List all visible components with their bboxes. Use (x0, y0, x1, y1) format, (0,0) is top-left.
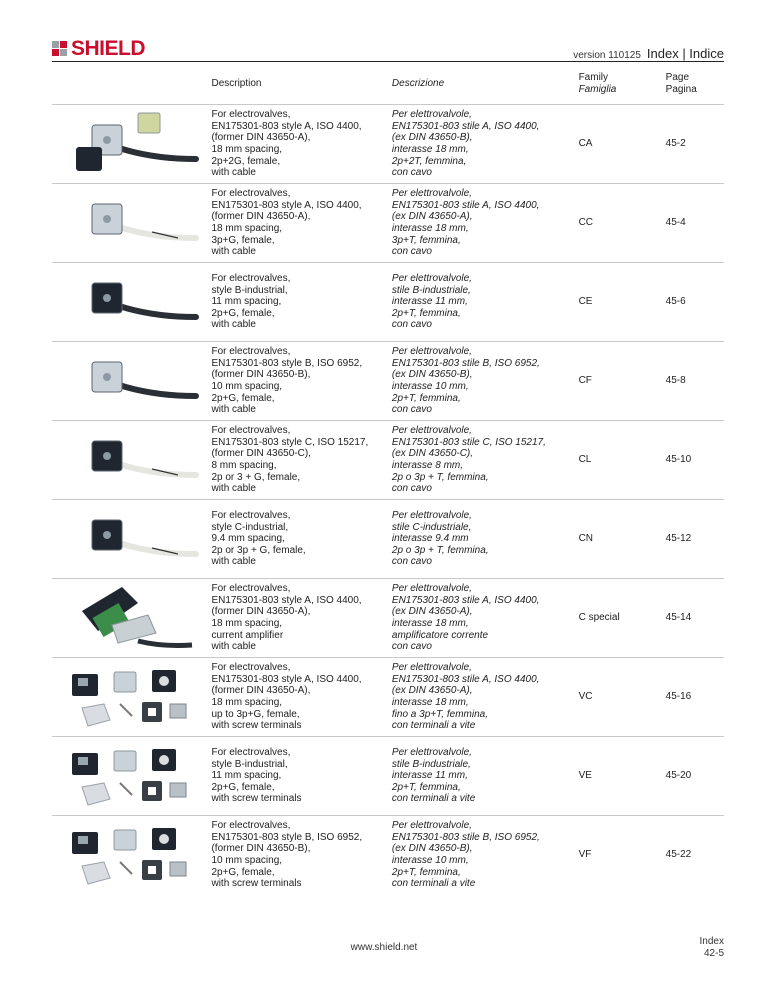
descrizione-line: con terminali a vite (391, 793, 476, 805)
family-cell: CL (573, 421, 660, 500)
descrizione-line: EN175301-803 stile A, ISO 4400, (391, 594, 540, 606)
descrizione-line: con cavo (391, 319, 432, 331)
descrizione-line: con terminali a vite (391, 878, 476, 890)
descrizione-line: interasse 9.4 mm (391, 533, 469, 545)
product-image-cell (52, 658, 205, 737)
description-line: For electrovalves, (211, 425, 291, 437)
product-image-cell (52, 737, 205, 816)
description-line: with cable (211, 246, 256, 258)
description-en-cell (205, 579, 385, 658)
description-line: 8 mm spacing, (211, 460, 277, 471)
descrizione-line: Per elettrovalvole, (391, 273, 472, 285)
description-line: (former DIN 43650-A), (211, 132, 311, 144)
descrizione-line: stile B-industriale, (391, 284, 471, 296)
page-title: Index | Indice (646, 46, 724, 61)
descrizione-line: interasse 18 mm, (391, 223, 469, 234)
description-line: For electrovalves, (211, 747, 291, 759)
small-black-connector-white-cable-2-icon (52, 502, 205, 576)
description-en-cell (205, 263, 385, 342)
description-line: 2p+2G, female, (211, 155, 281, 167)
description-it-cell (386, 658, 573, 737)
version-label: version 110125 (573, 50, 641, 61)
description-en-cell (205, 737, 385, 816)
page-cell: 45-4 (660, 184, 724, 263)
table-header-row (52, 64, 724, 105)
descrizione-line: fino a 3p+T, femmina, (391, 708, 488, 720)
description-line: For electrovalves, (211, 820, 291, 832)
descrizione-line: interasse 11 mm, (391, 770, 468, 782)
description-en-cell (205, 816, 385, 895)
descrizione-line: con cavo (391, 483, 432, 495)
description-line: For electrovalves, (211, 273, 291, 285)
descrizione-line: con cavo (391, 641, 432, 653)
descrizione-line: stile B-industriale, (391, 758, 471, 770)
description-it-cell (386, 184, 573, 263)
description-line: EN175301-803 style A, ISO 4400, (211, 594, 362, 606)
description-line: 2p+G, female, (211, 392, 275, 404)
description-line: EN175301-803 style C, ISO 15217, (211, 436, 369, 448)
page-cell: 45-12 (660, 500, 724, 579)
transparent-connector-white-cable-icon (52, 186, 205, 260)
black-connector-black-cable-icon (52, 265, 205, 339)
table-row (52, 105, 724, 184)
descrizione-line: interasse 10 mm, (391, 855, 469, 866)
descrizione-line: Per elettrovalvole, (391, 346, 472, 358)
logo-mark-icon (52, 41, 68, 57)
description-it-cell (386, 737, 573, 816)
descrizione-line: EN175301-803 stile C, ISO 15217, (391, 436, 546, 448)
description-line: 9.4 mm spacing, (211, 533, 285, 545)
connector-with-green-circuit-board-icon (52, 581, 205, 655)
descrizione-line: EN175301-803 stile A, ISO 4400, (391, 673, 540, 685)
description-line: 18 mm spacing, (211, 697, 283, 708)
family-cell: VE (573, 737, 660, 816)
description-line: For electrovalves, (211, 662, 291, 674)
table-row (52, 184, 724, 263)
description-line: style B-industrial, (211, 284, 288, 296)
descrizione-line: Per elettrovalvole, (391, 820, 472, 832)
description-line: (former DIN 43650-A), (211, 211, 311, 223)
descrizione-line: 2p+T, femmina, (391, 307, 461, 319)
family-cell: CA (573, 105, 660, 184)
page-cell: 45-14 (660, 579, 724, 658)
description-line: with screw terminals (211, 720, 302, 732)
description-line: (former DIN 43650-C), (211, 448, 311, 460)
descrizione-line: 2p+T, femmina, (391, 781, 461, 793)
description-en-cell (205, 500, 385, 579)
product-image-cell (52, 342, 205, 421)
family-cell: CF (573, 342, 660, 421)
page-cell: 45-22 (660, 816, 724, 895)
table-row (52, 421, 724, 500)
table-row (52, 342, 724, 421)
descrizione-line: (ex DIN 43650-C), (391, 448, 474, 460)
description-line: EN175301-803 style A, ISO 4400, (211, 120, 362, 132)
descrizione-column-header: Descrizione (386, 64, 573, 105)
description-line: style C-industrial, (211, 521, 289, 533)
description-line: For electrovalves, (211, 188, 291, 200)
shield-logo (52, 38, 145, 60)
descrizione-line: con cavo (391, 246, 432, 258)
descrizione-line: Per elettrovalvole, (391, 109, 472, 121)
description-line: 11 mm spacing, (211, 770, 282, 782)
product-image-cell (52, 263, 205, 342)
description-line: current amplifier (211, 629, 284, 641)
product-image-cell (52, 184, 205, 263)
small-black-connector-white-cable-icon (52, 423, 205, 497)
connector-kit-screw-terminals-icon (52, 660, 205, 734)
descrizione-line: interasse 10 mm, (391, 381, 469, 392)
table-row (52, 816, 724, 895)
description-line: with cable (211, 483, 256, 495)
descrizione-line: (ex DIN 43650-B), (391, 369, 473, 381)
descrizione-line: Per elettrovalvole, (391, 188, 472, 200)
descrizione-line: (ex DIN 43650-A), (391, 606, 473, 618)
description-line: 2p+G, female, (211, 866, 275, 878)
description-it-cell (386, 500, 573, 579)
page-cell: 45-10 (660, 421, 724, 500)
description-en-cell (205, 105, 385, 184)
description-it-cell (386, 342, 573, 421)
description-line: EN175301-803 style B, ISO 6952, (211, 357, 363, 369)
descrizione-line: (ex DIN 43650-A), (391, 685, 473, 697)
descrizione-line: 2p o 3p + T, femmina, (391, 471, 489, 483)
description-en-cell (205, 421, 385, 500)
footer-page-number: 42-5 (703, 948, 724, 959)
description-line: with cable (211, 319, 256, 331)
descrizione-line: EN175301-803 stile B, ISO 6952, (391, 357, 540, 369)
footer-page-index (700, 936, 724, 960)
descrizione-line: (ex DIN 43650-A), (391, 211, 473, 223)
family-cell: CN (573, 500, 660, 579)
page-header (573, 46, 724, 61)
descrizione-line: con terminali a vite (391, 720, 476, 732)
description-line: EN175301-803 style B, ISO 6952, (211, 831, 363, 843)
description-line: 2p+G, female, (211, 307, 275, 319)
description-line: with cable (211, 404, 256, 416)
descrizione-line: EN175301-803 stile B, ISO 6952, (391, 831, 540, 843)
description-it-cell (386, 263, 573, 342)
descrizione-line: Per elettrovalvole, (391, 662, 472, 674)
descrizione-line: 2p+2T, femmina, (391, 155, 467, 167)
descrizione-line: EN175301-803 stile A, ISO 4400, (391, 120, 540, 132)
description-line: 2p or 3 + G, female, (211, 471, 301, 483)
description-line: (former DIN 43650-B), (211, 843, 311, 855)
table-row (52, 737, 724, 816)
descrizione-line: 2p o 3p + T, femmina, (391, 544, 489, 556)
description-line: 18 mm spacing, (211, 618, 283, 629)
descrizione-line: interasse 8 mm, (391, 460, 464, 471)
header-divider (52, 61, 724, 62)
description-en-cell (205, 658, 385, 737)
image-column-header (52, 64, 205, 105)
description-it-cell (386, 105, 573, 184)
description-line: For electrovalves, (211, 510, 291, 522)
connector-kit-gasket-2-icon (52, 818, 205, 892)
description-line: 3p+G, female, (211, 234, 275, 246)
description-line: For electrovalves, (211, 346, 291, 358)
description-line: EN175301-803 style A, ISO 4400, (211, 673, 362, 685)
descrizione-line: Per elettrovalvole, (391, 747, 472, 759)
description-line: 10 mm spacing, (211, 855, 283, 866)
table-row (52, 579, 724, 658)
description-en-cell (205, 342, 385, 421)
description-line: with cable (211, 641, 256, 653)
family-header-it: Famiglia (578, 84, 617, 95)
product-image-cell (52, 816, 205, 895)
descrizione-line: 3p+T, femmina, (391, 234, 461, 246)
descrizione-line: 2p+T, femmina, (391, 866, 461, 878)
table-row (52, 263, 724, 342)
description-line: (former DIN 43650-B), (211, 369, 311, 381)
descrizione-line: EN175301-803 stile A, ISO 4400, (391, 199, 540, 211)
description-line: For electrovalves, (211, 583, 291, 595)
product-image-cell (52, 421, 205, 500)
descrizione-line: Per elettrovalvole, (391, 510, 472, 522)
descrizione-line: 2p+T, femmina, (391, 392, 461, 404)
description-it-cell (386, 816, 573, 895)
description-line: 2p+G, female, (211, 781, 275, 793)
descrizione-line: interasse 18 mm, (391, 618, 469, 629)
family-cell: VF (573, 816, 660, 895)
description-it-cell (386, 579, 573, 658)
family-cell: CC (573, 184, 660, 263)
family-header-en: Family (578, 72, 609, 84)
logo-text: SHIELD (71, 37, 146, 60)
family-cell: VC (573, 658, 660, 737)
descrizione-line: stile C-industriale, (391, 521, 472, 533)
product-image-cell (52, 579, 205, 658)
description-line: (former DIN 43650-A), (211, 606, 311, 618)
description-line: with cable (211, 556, 256, 568)
footer-index-label: Index (699, 936, 724, 947)
description-line: with screw terminals (211, 793, 302, 805)
description-it-cell (386, 421, 573, 500)
table-row (52, 658, 724, 737)
descrizione-line: interasse 18 mm, (391, 697, 469, 708)
description-line: 18 mm spacing, (211, 144, 283, 155)
description-line: 2p or 3p + G, female, (211, 544, 306, 556)
description-line: with screw terminals (211, 878, 302, 890)
description-line: style B-industrial, (211, 758, 288, 770)
descrizione-line: Per elettrovalvole, (391, 583, 472, 595)
page-column-header (660, 64, 724, 105)
description-en-cell (205, 184, 385, 263)
description-line: For electrovalves, (211, 109, 291, 121)
descrizione-line: con cavo (391, 404, 432, 416)
page-cell: 45-8 (660, 342, 724, 421)
page-cell: 45-6 (660, 263, 724, 342)
descrizione-line: con cavo (391, 556, 432, 568)
descrizione-line: con cavo (391, 167, 432, 179)
descrizione-line: amplificatore corrente (391, 629, 489, 641)
description-column-header: Description (205, 64, 385, 105)
product-index-table (52, 64, 724, 894)
page-header-en: Page (665, 72, 690, 84)
description-line: (former DIN 43650-A), (211, 685, 311, 697)
description-line: with cable (211, 167, 256, 179)
description-line: 18 mm spacing, (211, 223, 283, 234)
product-image-cell (52, 105, 205, 184)
table-row (52, 500, 724, 579)
descrizione-line: Per elettrovalvole, (391, 425, 472, 437)
family-cell: C special (573, 579, 660, 658)
description-line: 11 mm spacing, (211, 296, 282, 308)
product-image-cell (52, 500, 205, 579)
descrizione-line: (ex DIN 43650-B), (391, 132, 473, 144)
description-line: 10 mm spacing, (211, 381, 283, 392)
page-cell: 45-20 (660, 737, 724, 816)
descrizione-line: interasse 18 mm, (391, 144, 469, 155)
description-line: up to 3p+G, female, (211, 708, 300, 720)
family-column-header (573, 64, 660, 105)
transparent-connector-black-cable-icon (52, 344, 205, 418)
descrizione-line: interasse 11 mm, (391, 296, 468, 308)
page-cell: 45-16 (660, 658, 724, 737)
page-header-it: Pagina (665, 84, 697, 95)
descrizione-line: (ex DIN 43650-B), (391, 843, 473, 855)
page-cell: 45-2 (660, 105, 724, 184)
square-connector-black-and-transparent-icon (52, 107, 205, 181)
connector-kit-gasket-icon (52, 739, 205, 813)
footer-url: www.shield.net (350, 942, 418, 953)
family-cell: CE (573, 263, 660, 342)
description-line: EN175301-803 style A, ISO 4400, (211, 199, 362, 211)
